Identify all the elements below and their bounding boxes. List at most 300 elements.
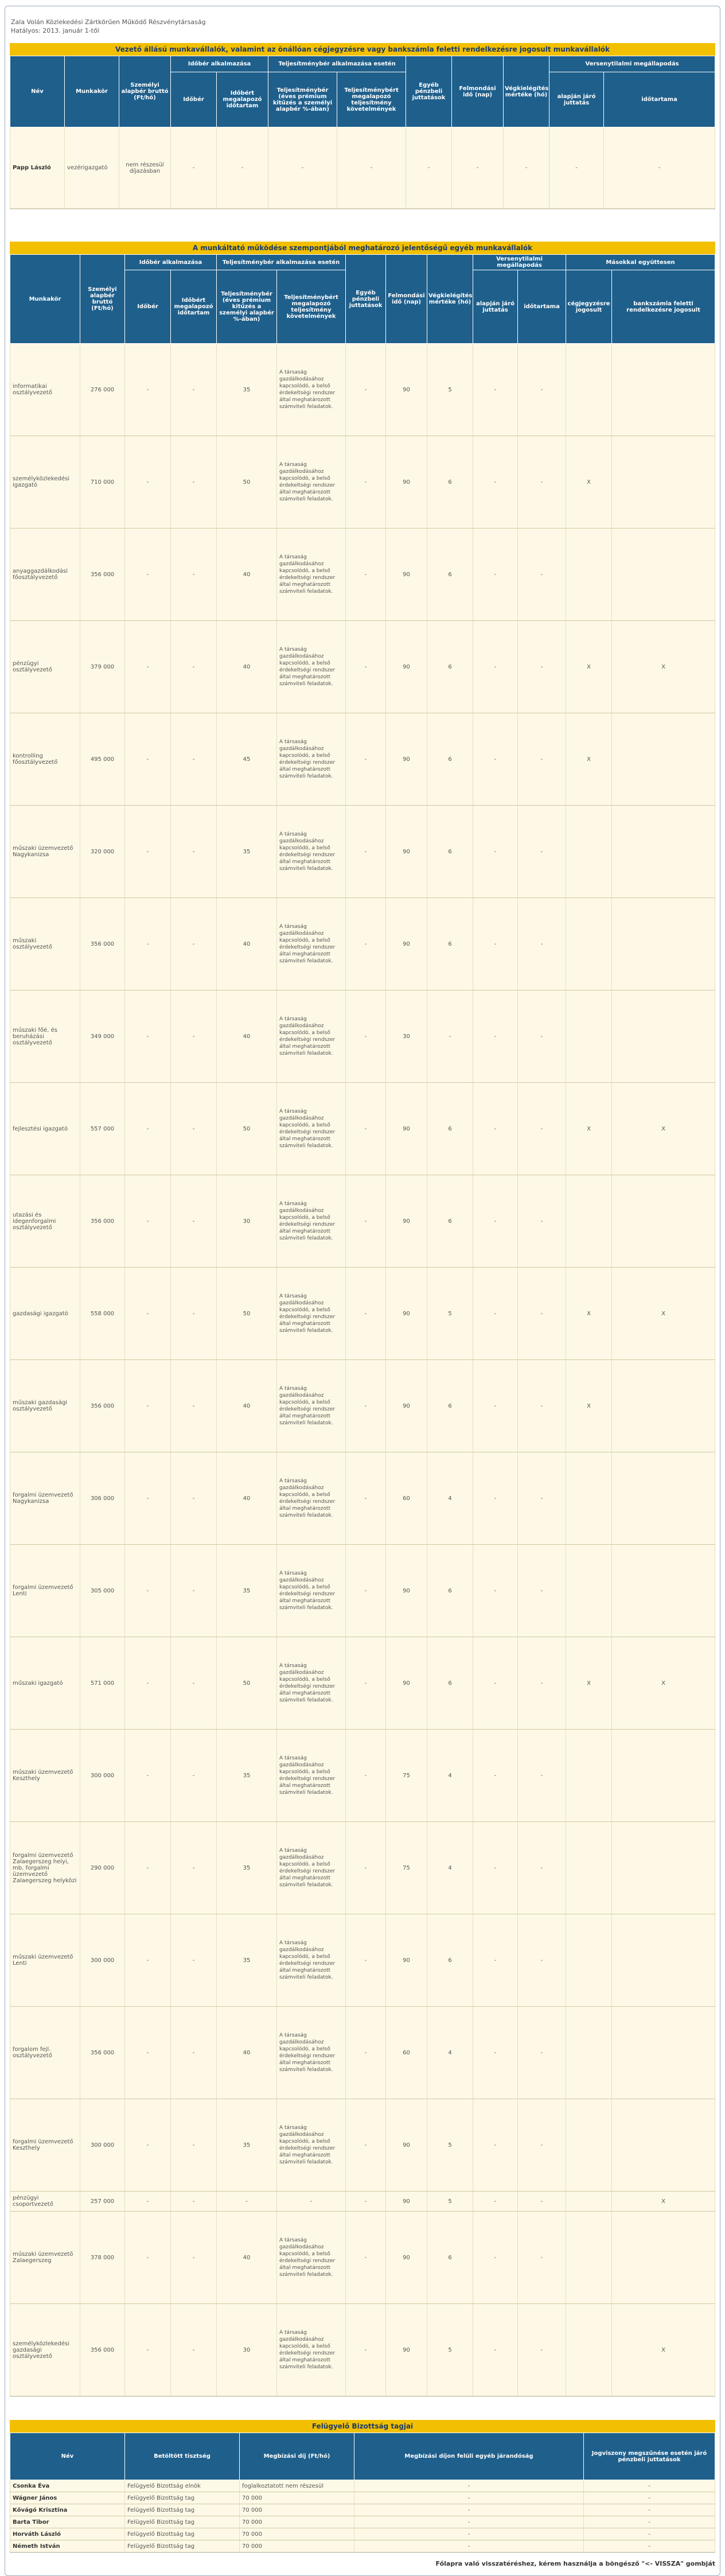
perf-requirements: A társaság gazdálkodásához kapcsolódó, a belső érdekeltségi rendszer által meghatározott számviteli feladatok. [277,1175,346,1268]
time-wage: - [125,1083,171,1175]
table-row [10,127,715,209]
table-row [10,1637,715,1730]
person-name: Németh István [10,2540,125,2552]
nc-period: - [518,1083,566,1175]
time-wage: - [125,344,171,436]
cell-nc-period: - [604,127,715,209]
col-salary: Személyi alapbér bruttó (Ft/hó) [80,255,125,344]
salary: 356 000 [80,2304,125,2396]
salary: 356 000 [80,898,125,990]
time-wage: - [125,990,171,1083]
col-perf-requirements: Teljesítménybért megalapozó teljesítmény követelmények [277,270,346,344]
perf-percent: 40 [217,1360,277,1452]
nc-basis: - [473,1637,518,1730]
salary: 320 000 [80,806,125,898]
other-benefits: - [346,1822,386,1914]
signing-flag [566,1452,612,1545]
notice-days: 30 [386,990,427,1083]
perf-percent: 40 [217,2212,277,2304]
salary: 356 000 [80,529,125,621]
effective-date: Hatályos: 2013. január 1-től [11,27,99,34]
perf-percent: 35 [217,2099,277,2192]
group-noncompete: Versenytilalmi megállapodás [549,56,715,72]
time-wage: - [125,1637,171,1730]
perf-percent: 35 [217,1914,277,2007]
job-title: gazdasági igazgató [10,1268,80,1360]
perf-percent: 30 [217,2304,277,2396]
notice-days: 90 [386,344,427,436]
nc-period: - [518,436,566,529]
time-period: - [171,990,217,1083]
table-row [10,1175,715,1268]
perf-percent: 40 [217,529,277,621]
time-period: - [171,1914,217,2007]
perf-percent: 35 [217,806,277,898]
nc-period: - [518,1175,566,1268]
time-wage: - [125,898,171,990]
notice-days: 90 [386,1268,427,1360]
other-benefits: - [354,2516,584,2528]
severance-months: 4 [427,2007,473,2099]
other-benefits: - [346,2099,386,2192]
col-notice: Felmondási idő (nap) [452,56,504,127]
col-job: Munkakör [10,255,80,344]
col-time-period: Időbért megalapozó időtartam [217,72,268,127]
nc-basis: - [473,898,518,990]
end-benefits: - [584,2492,715,2504]
salary: 558 000 [80,1268,125,1360]
table-row [10,529,715,621]
perf-requirements: A társaság gazdálkodásához kapcsolódó, a belső érdekeltségi rendszer által meghatározott számviteli feladatok. [277,1637,346,1730]
other-benefits: - [346,344,386,436]
severance-months: 6 [427,713,473,806]
table-row [10,2007,715,2099]
perf-requirements: A társaság gazdálkodásához kapcsolódó, a belső érdekeltségi rendszer által meghatározott számviteli feladatok. [277,1083,346,1175]
executives-table [10,56,715,209]
nc-period: - [518,1268,566,1360]
bank-flag [612,1545,715,1637]
notice-days: 90 [386,806,427,898]
bank-flag [612,1822,715,1914]
other-benefits: - [346,1452,386,1545]
nc-basis: - [473,2192,518,2212]
time-period: - [171,2099,217,2192]
bank-flag [612,990,715,1083]
signing-flag [566,2192,612,2212]
signing-flag [566,1822,612,1914]
salary: 710 000 [80,436,125,529]
bank-flag [612,898,715,990]
signing-flag [566,990,612,1083]
severance-months: 5 [427,2192,473,2212]
perf-requirements: A társaság gazdálkodásához kapcsolódó, a belső érdekeltségi rendszer által meghatározott számviteli feladatok. [277,1822,346,1914]
time-wage: - [125,1268,171,1360]
other-benefits: - [346,2007,386,2099]
job-title: személyközlekedési igazgató [10,436,80,529]
severance-months: 6 [427,2212,473,2304]
table-row [10,621,715,713]
time-period: - [171,898,217,990]
bank-flag [612,2007,715,2099]
col-nc-period: időtartama [518,270,566,344]
perf-requirements: A társaság gazdálkodásához kapcsolódó, a belső érdekeltségi rendszer által meghatározott számviteli feladatok. [277,2099,346,2192]
key-employees-table [10,254,715,2396]
nc-period: - [518,2212,566,2304]
nc-period: - [518,1360,566,1452]
col-perf-wage: Teljesítménybér (éves prémium kitűzés a személyi alapbér %-ában) [268,72,337,127]
perf-requirements: A társaság gazdálkodásához kapcsolódó, a belső érdekeltségi rendszer által meghatározott számviteli feladatok. [277,1545,346,1637]
nc-basis: - [473,1545,518,1637]
company-name: Zala Volán Közlekedési Zártkörűen Működő Részvénytársaság [11,18,206,26]
notice-days: 90 [386,1637,427,1730]
bank-flag [612,1452,715,1545]
severance-months: - [427,990,473,1083]
perf-percent: 35 [217,344,277,436]
cell-other: - [406,127,452,209]
nc-period: - [518,2007,566,2099]
perf-percent: 35 [217,1730,277,1822]
nc-period: - [518,713,566,806]
person-name: Papp László [10,127,65,209]
perf-requirements: A társaság gazdálkodásához kapcsolódó, a belső érdekeltségi rendszer által meghatározott számviteli feladatok. [277,2212,346,2304]
other-benefits: - [346,1730,386,1822]
notice-days: 90 [386,1545,427,1637]
other-benefits: - [354,2504,584,2516]
signing-flag: X [566,1268,612,1360]
col-other-benefits: Egyéb pénzbeli juttatások [406,56,452,127]
time-wage: - [125,2007,171,2099]
signing-flag [566,1730,612,1822]
col-other-benefits: Egyéb pénzbeli juttatások [346,255,386,344]
section-title: A munkáltató működése szempontjából meghatározó jelentőségű egyéb munkavállalók [10,242,715,254]
notice-days: 90 [386,2099,427,2192]
table-row [10,2192,715,2212]
col-notice: Felmondási idő (nap) [386,255,427,344]
signing-flag [566,529,612,621]
perf-percent: 40 [217,621,277,713]
time-wage: - [125,529,171,621]
nc-basis: - [473,344,518,436]
bank-flag [612,1175,715,1268]
perf-percent: 35 [217,1545,277,1637]
end-benefits: - [584,2528,715,2540]
job-title: forgalom fejl. osztályvezető [10,2007,80,2099]
perf-percent: 35 [217,1822,277,1914]
perf-requirements: A társaság gazdálkodásához kapcsolódó, a belső érdekeltségi rendszer által meghatározott számviteli feladatok. [277,1730,346,1822]
salary: 356 000 [80,1360,125,1452]
time-wage: - [125,2099,171,2192]
table-row [10,2528,715,2540]
signing-flag [566,1914,612,2007]
other-benefits: - [354,2528,584,2540]
severance-months: 6 [427,898,473,990]
time-period: - [171,1268,217,1360]
perf-requirements: A társaság gazdálkodásához kapcsolódó, a belső érdekeltségi rendszer által meghatározott számviteli feladatok. [277,898,346,990]
time-period: - [171,1545,217,1637]
nc-basis: - [473,2304,518,2396]
table-row [10,1360,715,1452]
perf-requirements: A társaság gazdálkodásához kapcsolódó, a belső érdekeltségi rendszer által meghatározott számviteli feladatok. [277,806,346,898]
table-row [10,2212,715,2304]
table-row [10,898,715,990]
group-joint: Másokkal együttesen [566,255,715,270]
severance-months: 6 [427,806,473,898]
severance-months: 4 [427,1452,473,1545]
bank-flag [612,2099,715,2192]
job-title: műszaki gazdasági osztályvezető [10,1360,80,1452]
salary: 290 000 [80,1822,125,1914]
end-benefits: - [584,2540,715,2552]
perf-percent: 50 [217,1083,277,1175]
perf-percent: 40 [217,2007,277,2099]
notice-days: 90 [386,1083,427,1175]
job-title: forgalmi üzemvezető Nagykanizsa [10,1452,80,1545]
perf-requirements: A társaság gazdálkodásához kapcsolódó, a belső érdekeltségi rendszer által meghatározott számviteli feladatok. [277,1914,346,2007]
salary: 356 000 [80,1175,125,1268]
nc-period: - [518,990,566,1083]
other-benefits: - [346,1545,386,1637]
time-wage: - [125,436,171,529]
notice-days: 90 [386,529,427,621]
severance-months: 6 [427,621,473,713]
perf-requirements: A társaság gazdálkodásához kapcsolódó, a belső érdekeltségi rendszer által meghatározott számviteli feladatok. [277,344,346,436]
group-performance-wage: Teljesítménybér alkalmazása esetén [268,56,406,72]
person-name: Wágner János [10,2492,125,2504]
supervisory-board-table [10,2433,715,2552]
table-row [10,1083,715,1175]
table-row [10,990,715,1083]
salary: 557 000 [80,1083,125,1175]
table-row [10,1268,715,1360]
time-period: - [171,344,217,436]
col-nc-basis: alapján járó juttatás [473,270,518,344]
cell-severance: - [504,127,549,209]
table-row [10,2480,715,2492]
signing-flag [566,1545,612,1637]
perf-percent: - [217,2192,277,2212]
perf-percent: 50 [217,436,277,529]
signing-flag: X [566,621,612,713]
time-period: - [171,2007,217,2099]
section-key-employees [10,242,715,2397]
perf-requirements: A társaság gazdálkodásához kapcsolódó, a belső érdekeltségi rendszer által meghatározott számviteli feladatok. [277,1452,346,1545]
back-instruction: Főlapra való visszatéréshez, kérem használja a böngésző "<- VISSZA" gombját [435,2560,715,2567]
nc-basis: - [473,1452,518,1545]
time-period: - [171,621,217,713]
perf-requirements: A társaság gazdálkodásához kapcsolódó, a belső érdekeltségi rendszer által meghatározott számviteli feladatok. [277,1360,346,1452]
signing-flag: X [566,1637,612,1730]
table-row [10,436,715,529]
time-period: - [171,1730,217,1822]
time-wage: - [125,1822,171,1914]
cell-perf-wage: - [268,127,337,209]
table-row [10,1452,715,1545]
other-benefits: - [346,713,386,806]
nc-basis: - [473,713,518,806]
nc-basis: - [473,1730,518,1822]
nc-period: - [518,1637,566,1730]
time-period: - [171,713,217,806]
cell-perf-req: - [337,127,406,209]
notice-days: 75 [386,1730,427,1822]
perf-requirements: A társaság gazdálkodásához kapcsolódó, a belső érdekeltségi rendszer által meghatározott számviteli feladatok. [277,713,346,806]
other-benefits: - [346,2192,386,2212]
table-row [10,806,715,898]
job-title: műszaki üzemvezető Zalaegerszeg [10,2212,80,2304]
group-time-wage: Időbér alkalmazása [171,56,268,72]
col-severance: Végkielégítés mértéke (hó) [504,56,549,127]
table-row [10,1545,715,1637]
other-benefits: - [346,1914,386,2007]
nc-period: - [518,1545,566,1637]
notice-days: 90 [386,1914,427,2007]
salary: 378 000 [80,2212,125,2304]
severance-months: 5 [427,344,473,436]
salary: 276 000 [80,344,125,436]
other-benefits: - [346,990,386,1083]
table-row [10,2516,715,2528]
salary: 349 000 [80,990,125,1083]
time-period: - [171,1637,217,1730]
person-name: Horváth László [10,2528,125,2540]
severance-months: 5 [427,2304,473,2396]
other-benefits: - [346,621,386,713]
time-period: - [171,1452,217,1545]
perf-percent: 30 [217,1175,277,1268]
notice-days: 90 [386,898,427,990]
nc-basis: - [473,2007,518,2099]
notice-days: 90 [386,436,427,529]
nc-period: - [518,344,566,436]
end-benefits: - [584,2480,715,2492]
signing-flag [566,806,612,898]
col-perf-wage: Teljesítménybér (éves prémium kitűzés a személyi alapbér %-ában) [217,270,277,344]
signing-flag: X [566,1083,612,1175]
other-benefits: - [354,2492,584,2504]
table-row [10,713,715,806]
time-period: - [171,1360,217,1452]
group-time-wage: Időbér alkalmazása [125,255,217,270]
table-row [10,1822,715,1914]
time-wage: - [125,1914,171,2007]
perf-requirements: A társaság gazdálkodásához kapcsolódó, a belső érdekeltségi rendszer által meghatározott számviteli feladatok. [277,529,346,621]
role: Felügyelő Bizottság tag [125,2516,240,2528]
col-name: Név [10,2433,125,2480]
cell-time-wage: - [171,127,217,209]
notice-days: 90 [386,713,427,806]
other-benefits: - [346,436,386,529]
severance-months: 5 [427,2099,473,2192]
time-wage: - [125,621,171,713]
col-end-benefits: Jogviszony megszűnése esetén járó pénzbeli juttatások [584,2433,715,2480]
bank-flag [612,713,715,806]
person-name: Kővágó Krisztina [10,2504,125,2516]
notice-days: 90 [386,1360,427,1452]
perf-requirements: A társaság gazdálkodásához kapcsolódó, a belső érdekeltségi rendszer által meghatározott számviteli feladatok. [277,2304,346,2396]
job-title: pénzügyi csoportvezető [10,2192,80,2212]
bank-flag: X [612,1637,715,1730]
signing-flag [566,898,612,990]
fee: 70 000 [240,2540,354,2552]
section-title: Felügyelő Bizottság tagjai [10,2420,715,2433]
nc-period: - [518,529,566,621]
person-name: Csonka Éva [10,2480,125,2492]
time-period: - [171,1822,217,1914]
bank-flag [612,1730,715,1822]
job-title: vezérigazgató [65,127,119,209]
salary: 305 000 [80,1545,125,1637]
table-row [10,1730,715,1822]
notice-days: 60 [386,1452,427,1545]
col-time-period: Időbért megalapozó időtartam [171,270,217,344]
job-title: műszaki főé. és beruházási osztályvezető [10,990,80,1083]
job-title: fejlesztési igazgató [10,1083,80,1175]
nc-period: - [518,2304,566,2396]
nc-period: - [518,621,566,713]
severance-months: 4 [427,1822,473,1914]
time-wage: - [125,1730,171,1822]
nc-basis: - [473,990,518,1083]
job-title: kontrolling főosztályvezető [10,713,80,806]
signing-flag: X [566,1360,612,1452]
salary: 300 000 [80,1730,125,1822]
job-title: forgalmi üzemvezető Zalaegerszeg helyi, mb. forgalmi üzemvezető Zalaegerszeg helyközi [10,1822,80,1914]
severance-months: 6 [427,1637,473,1730]
role: Felügyelő Bizottság tag [125,2504,240,2516]
time-wage: - [125,713,171,806]
salary: 379 000 [80,621,125,713]
fee: foglalkoztatott nem részesül [240,2480,354,2492]
nc-period: - [518,2192,566,2212]
other-benefits: - [346,1083,386,1175]
severance-months: 6 [427,1545,473,1637]
salary: 356 000 [80,2007,125,2099]
severance-months: 6 [427,1360,473,1452]
col-name: Név [10,56,65,127]
table-row [10,2540,715,2552]
table-row [10,2504,715,2516]
bank-flag: X [612,2304,715,2396]
nc-basis: - [473,621,518,713]
notice-days: 90 [386,2212,427,2304]
group-performance-wage: Teljesítménybér alkalmazása esetén [217,255,346,270]
signing-flag [566,2212,612,2304]
salary: 257 000 [80,2192,125,2212]
end-benefits: - [584,2504,715,2516]
signing-flag [566,344,612,436]
notice-days: 90 [386,2192,427,2212]
col-salary: Személyi alapbér bruttó (Ft/hó) [119,56,171,127]
bank-flag [612,1914,715,2007]
notice-days: 90 [386,2304,427,2396]
nc-period: - [518,1914,566,2007]
cell-notice: - [452,127,504,209]
job-title: forgalmi üzemvezető Lenti [10,1545,80,1637]
fee: 70 000 [240,2516,354,2528]
bank-flag [612,436,715,529]
perf-requirements: A társaság gazdálkodásához kapcsolódó, a belső érdekeltségi rendszer által meghatározott számviteli feladatok. [277,621,346,713]
col-nc-period: időtartama [604,72,715,127]
bank-flag: X [612,1083,715,1175]
notice-days: 60 [386,2007,427,2099]
nc-basis: - [473,1175,518,1268]
table-row [10,1914,715,2007]
nc-period: - [518,1822,566,1914]
perf-percent: 45 [217,713,277,806]
bank-flag [612,1360,715,1452]
table-row [10,2492,715,2504]
bank-flag: X [612,621,715,713]
